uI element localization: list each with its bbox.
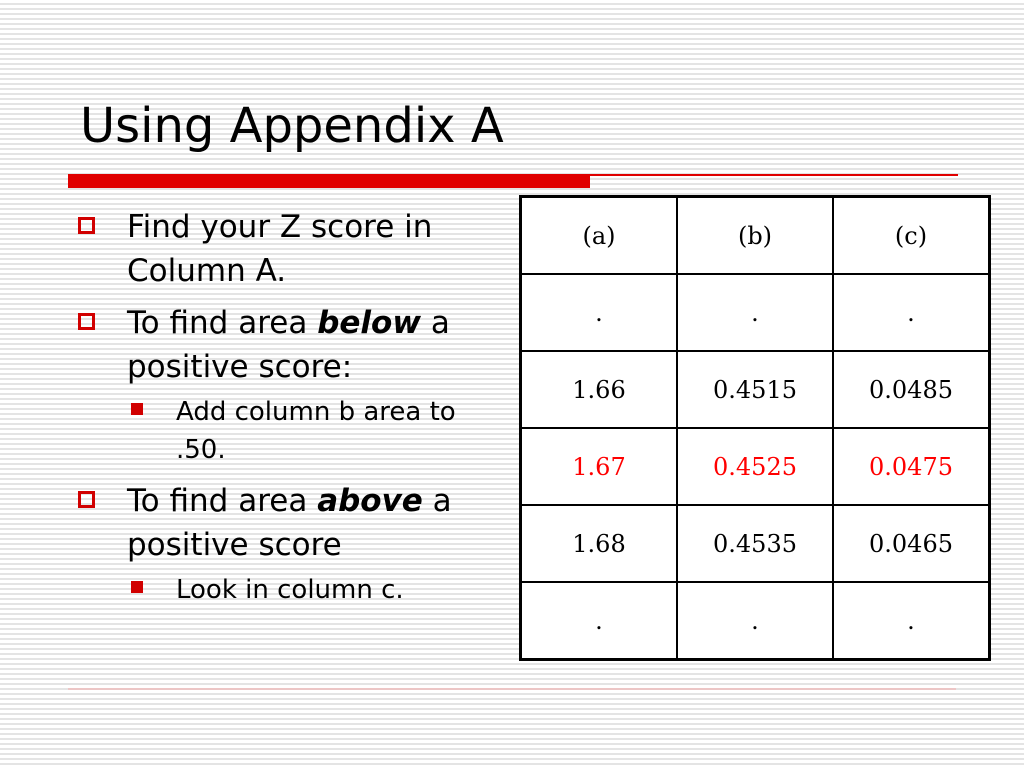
bullet-find-z [78,205,508,293]
table-row [521,582,990,660]
table-cell: 0.4525 [677,428,833,505]
slide-title: Using Appendix A [80,98,504,154]
table-cell: 1.67 [521,428,678,505]
table-cell: . [677,582,833,660]
table-cell: . [521,274,678,351]
header-cell-b: (b) [677,197,833,275]
table-cell: 0.4515 [677,351,833,428]
bullet-area-below [78,301,508,389]
table-cell: 1.68 [521,505,678,582]
bullet-emphasis: above [317,483,423,519]
hollow-square-bullet-icon [78,313,95,330]
table-cell: 0.0465 [833,505,990,582]
table-header-row [521,197,990,275]
title-rule-thick [68,174,590,188]
bullet-text: Find your Z score in Column A. [127,209,433,289]
header-cell-c: (c) [833,197,990,275]
table-cell: 0.4535 [677,505,833,582]
header-cell-a: (a) [521,197,678,275]
subbullet-text: Look in column c. [176,575,404,605]
subbullet-text: Add column b area to .50. [176,397,456,465]
bullet-text-pre: To find area [127,305,318,341]
subbullet-column-c [78,571,508,609]
table-cell: 0.0485 [833,351,990,428]
hollow-square-bullet-icon [78,217,95,234]
table-row [521,351,990,428]
table-cell: 0.0475 [833,428,990,505]
filled-square-bullet-icon [131,581,143,593]
bullet-list [78,205,508,619]
bullet-emphasis: below [317,305,421,341]
table-cell: . [677,274,833,351]
title-rule-thin [590,174,958,176]
table-cell: . [833,274,990,351]
z-score-table [519,195,991,661]
table-cell: . [833,582,990,660]
table-cell: 1.66 [521,351,678,428]
table-row-highlighted [521,428,990,505]
bullet-text-post: a positive score: [127,305,450,385]
footer-rule [68,688,956,690]
filled-square-bullet-icon [131,403,143,415]
bullet-text-post: a positive score [127,483,452,563]
bullet-area-above [78,479,508,567]
table-row [521,274,990,351]
table-cell: . [521,582,678,660]
subbullet-add-column-b [78,393,508,469]
table-row [521,505,990,582]
hollow-square-bullet-icon [78,491,95,508]
bullet-text-pre: To find area [127,483,318,519]
